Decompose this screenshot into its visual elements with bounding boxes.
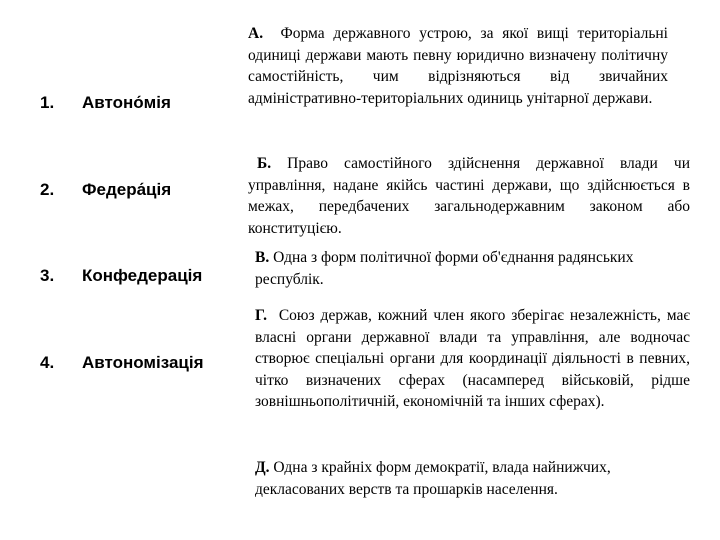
term-3 <box>40 266 202 286</box>
term-1 <box>40 93 171 113</box>
term-4 <box>40 353 204 373</box>
definition-letter: В. <box>255 249 270 266</box>
definition-letter: Д. <box>255 459 270 476</box>
definition-v <box>255 247 635 290</box>
definition-letter: Г. <box>255 307 267 324</box>
definition-a <box>248 23 668 109</box>
term-label: Автоно́мія <box>82 93 171 112</box>
term-label: Конфедерація <box>82 266 203 285</box>
term-number: 1. <box>40 93 55 112</box>
term-2 <box>40 180 171 200</box>
definition-text: Одна з форм політичної форми об'єднання радянських республік. <box>255 249 634 288</box>
definition-letter: Б. <box>257 155 272 172</box>
term-number: 4. <box>40 353 55 372</box>
term-label: Федера́ція <box>82 180 172 199</box>
definition-letter: А. <box>248 25 264 42</box>
definition-g <box>255 305 690 413</box>
definition-b <box>248 153 690 239</box>
definition-text: Право самостійного здійснення державної влади чи управління, надане якійсь частині держави, що здійснюється в межах, передбачених загальнодержавним законом або конституцією. <box>248 155 690 237</box>
definition-d <box>255 457 635 500</box>
term-number: 3. <box>40 266 55 285</box>
term-label: Автономізація <box>82 353 204 372</box>
definition-text: Союз держав, кожний член якого зберігає незалежність, має власні органи державної влади та управління, але водночас створює спеціальні органи для координації діяльності в певних, чітко визначених сферах (насамперед військовій, рідше зовнішньополітичній, економічній та інших сферах). <box>255 307 691 410</box>
term-number: 2. <box>40 180 55 199</box>
definition-text: Форма державного устрою, за якої вищі територіальні одиниці держави мають певну юридично визначену політичну самостійність, чим відрізняються від звичайних адміністративно-територіальних одиниць унітарної держави. <box>248 25 668 107</box>
definition-text: Одна з крайніх форм демократії, влада найнижчих, декласованих верств та прошарків населення. <box>255 459 611 498</box>
